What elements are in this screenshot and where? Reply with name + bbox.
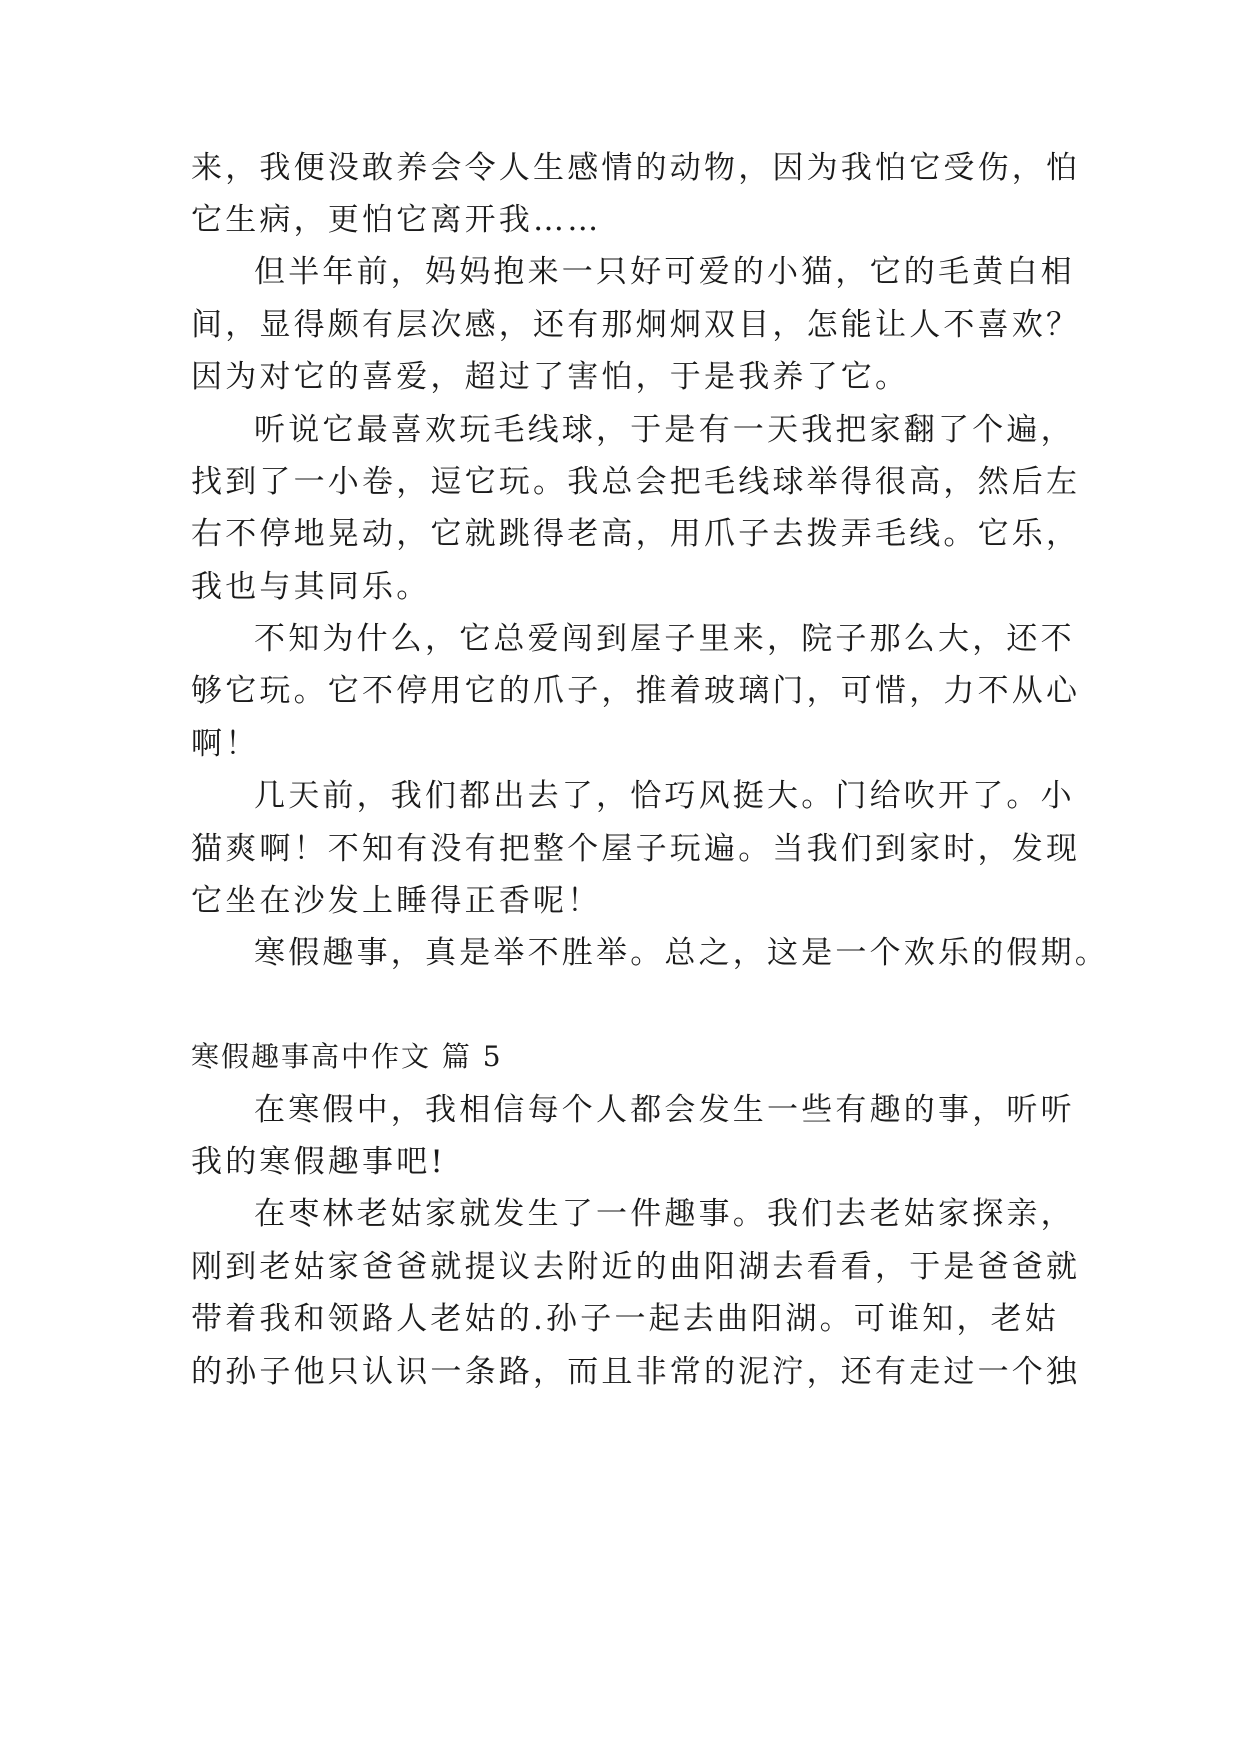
paragraph-first-line: 但半年前，妈妈抱来一只好可爱的小猫，它的毛黄白相 (254, 254, 1075, 290)
text-line: 它生病，更怕它离开我…… (191, 202, 602, 238)
text-line: 找到了一小卷，逗它玩。我总会把毛线球举得很高，然后左 (191, 464, 1081, 500)
text-line: 带着我和领路人老姑的.孙子一起去曲阳湖。可谁知，老姑 (191, 1301, 1060, 1337)
text-line: 够它玩。它不停用它的爪子，推着玻璃门，可惜，力不从心 (191, 673, 1081, 709)
text-line: 间，显得颇有层次感，还有那炯炯双目，怎能让人不喜欢？ (191, 307, 1081, 343)
paragraph-first-line: 几天前，我们都出去了，恰巧风挺大。门给吹开了。小 (254, 778, 1075, 814)
text-line: 猫爽啊！不知有没有把整个屋子玩遍。当我们到家时，发现 (191, 831, 1081, 867)
text-line: 我的寒假趣事吧! (191, 1144, 447, 1180)
text-line: 我也与其同乐。 (191, 569, 431, 605)
text-line: 啊！ (191, 726, 260, 762)
text-line: 的孙子他只认识一条路，而且非常的泥泞，还有走过一个独 (191, 1354, 1081, 1390)
paragraph-first-line: 听说它最喜欢玩毛线球，于是有一天我把家翻了个遍， (254, 412, 1075, 448)
paragraph-first-line: 在枣林老姑家就发生了一件趣事。我们去老姑家探亲， (254, 1196, 1075, 1232)
text-line: 来，我便没敢养会令人生感情的动物，因为我怕它受伤，怕 (191, 150, 1081, 186)
text-line: 刚到老姑家爸爸就提议去附近的曲阳湖去看看，于是爸爸就 (191, 1249, 1081, 1285)
section-heading: 寒假趣事高中作文 篇 5 (191, 1040, 503, 1073)
paragraph-first-line: 在寒假中，我相信每个人都会发生一些有趣的事，听听 (254, 1092, 1075, 1128)
text-line: 它坐在沙发上睡得正香呢！ (191, 883, 602, 919)
text-line: 因为对它的喜爱，超过了害怕，于是我养了它。 (191, 359, 910, 395)
text-line: 右不停地晃动，它就跳得老高，用爪子去拨弄毛线。它乐， (191, 516, 1081, 552)
paragraph-first-line: 不知为什么，它总爱闯到屋子里来，院子那么大，还不 (254, 621, 1075, 657)
paragraph-first-line: 寒假趣事，真是举不胜举。总之，这是一个欢乐的假期。 (254, 935, 1109, 971)
